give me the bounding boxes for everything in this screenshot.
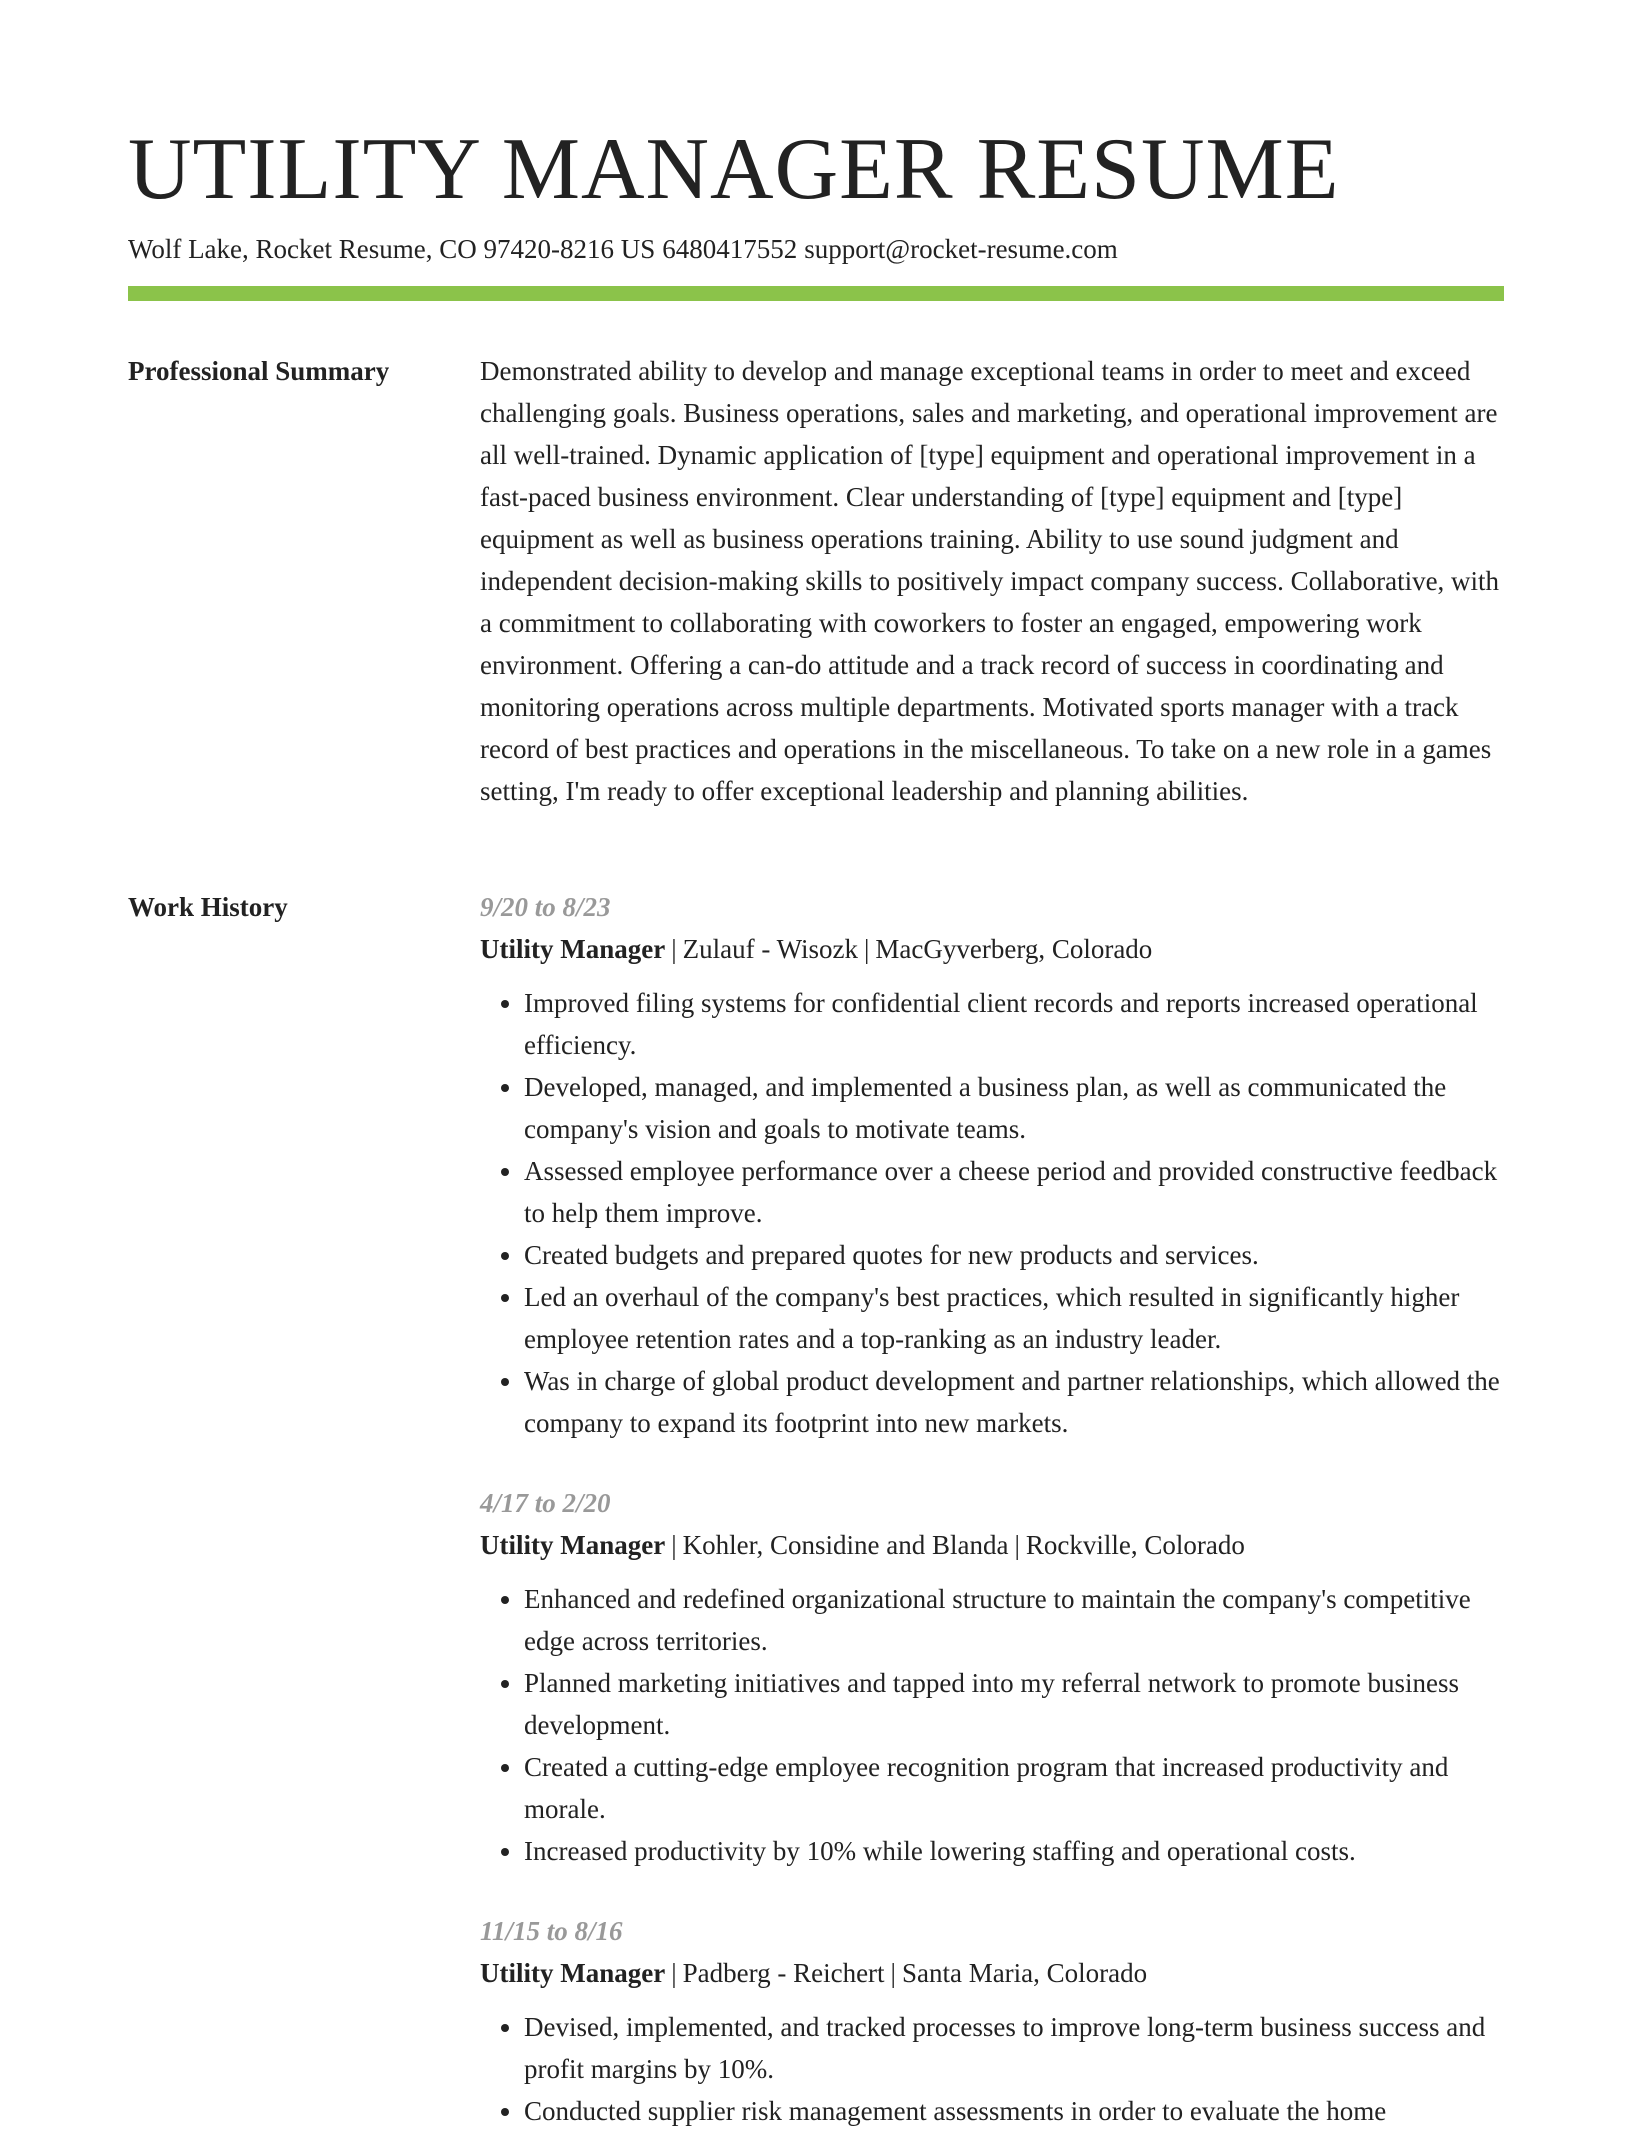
job-bullet: • Enhanced and redefined organizational structure to maintain the company's competitive edge across territories. [524, 1578, 1504, 1662]
job-bullets [480, 2006, 1504, 2132]
job-location: MacGyverberg, Colorado [875, 934, 1153, 964]
summary-body [480, 350, 1504, 812]
separator: | [671, 934, 677, 964]
header-divider [128, 286, 1504, 301]
job-bullet: • Created budgets and prepared quotes for new products and services. [524, 1234, 1504, 1276]
contact-address: Wolf Lake, Rocket Resume, CO 97420-8216 US [128, 234, 656, 264]
job-bullet: • Created a cutting-edge employee recognition program that increased productivity and morale. [524, 1746, 1504, 1830]
contact-phone: 6480417552 [662, 234, 798, 264]
job-role: Utility Manager [480, 1958, 666, 1988]
job-bullets [480, 1578, 1504, 1872]
separator: | [671, 1530, 677, 1560]
separator: | [863, 934, 870, 964]
job-role: Utility Manager [480, 1530, 666, 1560]
job-bullet: • Developed, managed, and implemented a business plan, as well as communicated the company's vision and goals to motivate teams. [524, 1066, 1504, 1150]
job-company: Kohler, Considine and Blanda [682, 1530, 1009, 1560]
job-company: Zulauf - Wisozk [682, 934, 858, 964]
job-dates: 11/15 to 8/16 [480, 1916, 623, 1946]
job-bullet: • Led an overhaul of the company's best practices, which resulted in significantly higher employee retention rates and a top-ranking as an industry leader. [524, 1276, 1504, 1360]
separator: | [671, 1958, 677, 1988]
job-bullets [480, 982, 1504, 1444]
job-bullet: • Increased productivity by 10% while lowering staffing and operational costs. [524, 1830, 1504, 1872]
job-bullet: • Planned marketing initiatives and tapped into my referral network to promote business development. [524, 1662, 1504, 1746]
summary-heading: Professional Summary [128, 356, 390, 386]
job-bullet: • Assessed employee performance over a cheese period and provided constructive feedback to help them improve. [524, 1150, 1504, 1234]
job-bullet: • Conducted supplier risk management assessments in order to evaluate the home [524, 2090, 1504, 2132]
job-entry [480, 1482, 1504, 1872]
job-bullet: • Was in charge of global product development and partner relationships, which allowed the company to expand its footprint into new markets. [524, 1360, 1504, 1444]
summary-text: Demonstrated ability to develop and manage exceptional teams in order to meet and exceed challenging goals. Business operations, sales and marketing, and operational improvement are all well-trained. Dynamic application of [type] equipment and operational improvement in a fast-paced business environment. Clear understanding of [type] equipment and [type] equipment as well as business operations training. Ability to use sound judgment and independent decision-making skills to positively impact company success. Collaborative, with a commitment to collaborating with coworkers to foster an engaged, empowering work environment. Offering a can-do attitude and a track record of success in coordinating and monitoring operations across multiple departments. Motivated sports manager with a track record of best practices and operations in the miscellaneous. To take on a new role in a games setting, I'm ready to offer exceptional leadership and planning abilities. [480, 356, 1500, 806]
job-bullet: • Devised, implemented, and tracked processes to improve long-term business success and profit margins by 10%. [524, 2006, 1504, 2090]
job-entry [480, 886, 1504, 1444]
job-entry [480, 1910, 1504, 2132]
resume-title: UTILITY MANAGER RESUME [128, 121, 1340, 218]
job-company: Padberg - Reichert [682, 1958, 885, 1988]
separator: | [890, 1958, 896, 1988]
job-dates: 9/20 to 8/23 [480, 892, 611, 922]
separator: | [1014, 1530, 1020, 1560]
job-title-line [480, 1952, 1504, 1994]
work-history-body [480, 886, 1504, 2150]
job-location: Rockville, Colorado [1025, 1530, 1245, 1560]
job-title-line [480, 928, 1504, 970]
job-title-line [480, 1524, 1504, 1566]
contact-line [128, 230, 1118, 268]
job-bullet: • Improved filing systems for confidential client records and reports increased operational efficiency. [524, 982, 1504, 1066]
job-role: Utility Manager [480, 934, 666, 964]
job-location: Santa Maria, Colorado [901, 1958, 1148, 1988]
job-dates: 4/17 to 2/20 [480, 1488, 611, 1518]
contact-email[interactable]: support@rocket-resume.com [804, 234, 1118, 264]
work-history-heading: Work History [128, 892, 288, 922]
